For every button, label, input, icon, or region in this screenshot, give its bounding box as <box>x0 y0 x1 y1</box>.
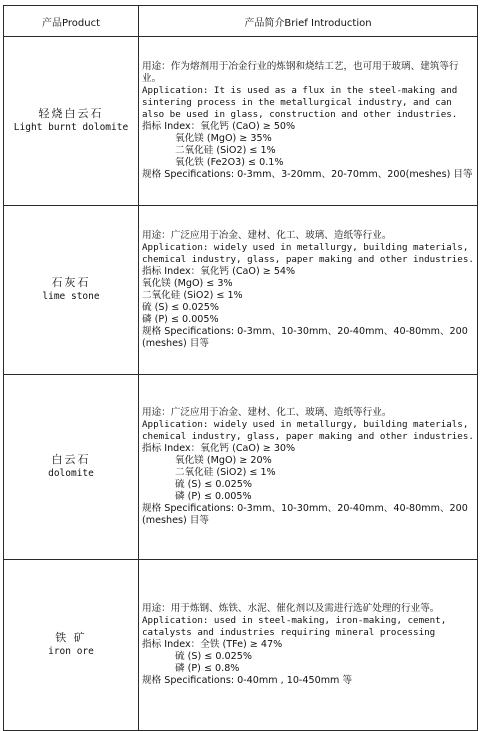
index-value: 硫 (S) ≤ 0.025% <box>175 479 252 490</box>
index-value: 二氧化硅 (SiO2) ≤ 1% <box>175 467 276 478</box>
index-value: 氧化铁 (Fe2O3) ≤ 0.1% <box>175 157 284 168</box>
index-value: 磷 (P) ≤ 0.005% <box>142 314 219 325</box>
product-name-cell <box>4 206 139 375</box>
product-name-zh: 轻烧白云石 <box>38 107 104 120</box>
application-zh: 用途：广泛应用于冶金、建材、化工、玻璃、造纸等行业。 <box>142 230 392 241</box>
index-label: 指标 Index： <box>142 443 201 454</box>
index-line <box>142 157 474 169</box>
index-value: 氧化钙 (CaO) ≥ 30% <box>200 443 296 454</box>
index-line <box>142 467 474 479</box>
application-zh: 用途：用于炼钢、炼铁、水泥、催化剂以及需进行选矿处理的行业等。 <box>142 603 440 614</box>
index-line <box>142 663 474 675</box>
index-value: 氧化镁 (MgO) ≥ 35% <box>175 133 272 144</box>
index-line <box>142 639 474 651</box>
product-intro-cell <box>139 206 478 375</box>
table-row <box>4 375 478 560</box>
index-line <box>142 145 474 157</box>
product-name-zh: 铁 矿 <box>55 631 87 644</box>
product-name-cell <box>4 375 139 560</box>
index-value: 二氧化硅 (SiO2) ≤ 1% <box>142 290 243 301</box>
specifications: 规格 Specifications: 0-40mm , 10-450mm 等 <box>142 675 353 686</box>
product-name-en: dolomite <box>48 468 94 479</box>
table-header-row <box>4 6 478 37</box>
product-name-zh: 石灰石 <box>51 276 91 289</box>
index-line <box>142 266 474 278</box>
index-label: 指标 Index： <box>142 266 201 277</box>
product-table <box>3 5 478 731</box>
index-label: 指标 Index： <box>142 121 201 132</box>
product-name-en: lime stone <box>42 291 100 302</box>
intro-column-header: 产品简介Brief Introduction <box>139 6 478 37</box>
application-en: Application: widely used in metallurgy, building materials, chemical industry, glass, paper making and other industries. <box>142 419 474 442</box>
application-en: Application: widely used in metallurgy, building materials, chemical industry, glass, paper making and other industries. <box>142 242 474 265</box>
application-zh: 用途：作为熔剂用于冶金行业的炼钢和烧结工艺，也可用于玻璃、建筑等行业。 <box>142 61 459 84</box>
index-line <box>142 133 474 145</box>
product-name-zh: 白云石 <box>51 453 91 466</box>
index-value: 磷 (P) ≤ 0.8% <box>175 663 240 674</box>
product-name-cell <box>4 37 139 206</box>
application-zh: 用途：广泛应用于冶金、建材、化工、玻璃、造纸等行业。 <box>142 407 392 418</box>
index-line <box>142 651 474 663</box>
index-value: 全铁 (TFe) ≥ 47% <box>200 639 283 650</box>
product-intro-cell <box>139 37 478 206</box>
index-line <box>142 314 474 326</box>
index-value: 硫 (S) ≤ 0.025% <box>142 302 219 313</box>
index-line <box>142 278 474 290</box>
index-value: 二氧化硅 (SiO2) ≤ 1% <box>175 145 276 156</box>
index-line <box>142 302 474 314</box>
application-en: Application: It is used as a flux in the steel-making and sintering process in the metallurgical industry, and can also be used in glass, construction and other industries. <box>142 85 458 120</box>
specifications: 规格 Specifications: 0-3mm、10-30mm、20-40mm、40-80mm、200 (meshes) 目等 <box>142 503 468 526</box>
index-line <box>142 491 474 503</box>
specifications: 规格 Specifications: 0-3mm、10-30mm、20-40mm、40-80mm、200 (meshes) 目等 <box>142 326 468 349</box>
index-line <box>142 455 474 467</box>
index-line <box>142 290 474 302</box>
index-value: 氧化钙 (CaO) ≥ 54% <box>200 266 296 277</box>
index-line <box>142 121 474 133</box>
index-label: 指标 Index： <box>142 639 201 650</box>
index-line <box>142 479 474 491</box>
table-row <box>4 37 478 206</box>
product-intro-cell <box>139 375 478 560</box>
product-column-header: 产品Product <box>4 6 139 37</box>
index-value: 氧化镁 (MgO) ≥ 20% <box>175 455 272 466</box>
product-name-en: iron ore <box>48 646 94 657</box>
index-value: 硫 (S) ≤ 0.025% <box>175 651 252 662</box>
index-line <box>142 443 474 455</box>
product-name-en: Light burnt dolomite <box>13 122 129 133</box>
index-value: 氧化镁 (MgO) ≤ 3% <box>142 278 233 289</box>
index-value: 氧化钙 (CaO) ≥ 50% <box>200 121 296 132</box>
specifications: 规格 Specifications: 0-3mm、3-20mm、20-70mm、200(meshes) 目等 <box>142 169 473 180</box>
table-row <box>4 206 478 375</box>
index-value: 磷 (P) ≤ 0.005% <box>175 491 252 502</box>
application-en: Application: used in steel-making, iron-making, cement, catalysts and industries requiring mineral processing <box>142 615 447 638</box>
